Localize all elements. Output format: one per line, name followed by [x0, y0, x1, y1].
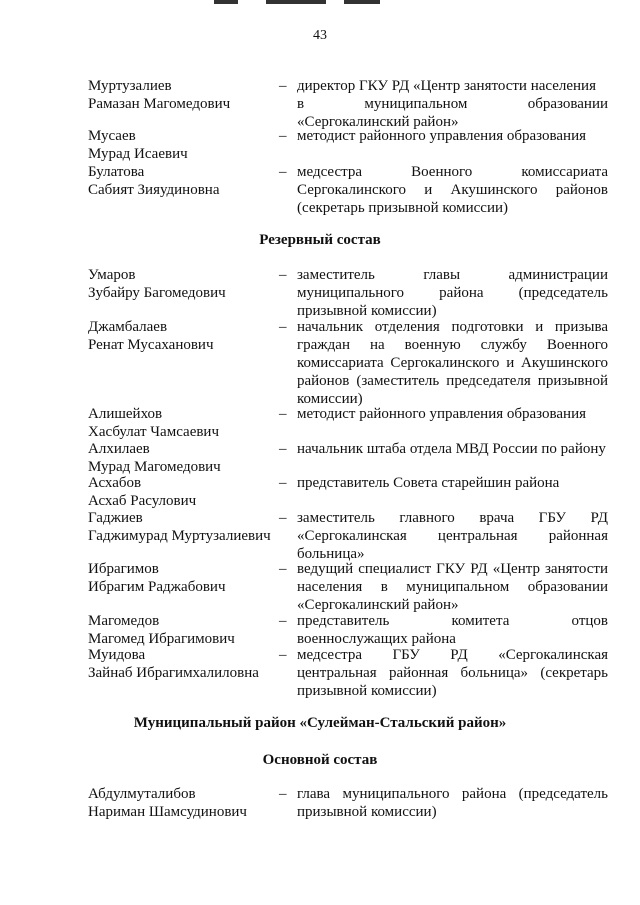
- scan-artifact: [344, 0, 380, 4]
- member-role: методист районного управления образования: [297, 406, 587, 422]
- member-name: Алишейхов Хасбулат Чамсаевич: [88, 406, 220, 440]
- member-role: заместитель главного врача ГБУ РД «Сергокалинская центральная районная больница»: [297, 510, 608, 562]
- dash: –: [279, 441, 287, 457]
- member-name: Гаджиев Гаджимурад Муртузалиевич: [88, 510, 271, 544]
- member-role: директор ГКУ РД «Центр занятости населения в муниципальном образовании «Сергокалинский район»: [297, 78, 608, 130]
- member-name: Муидова Зайнаб Ибрагимхалиловна: [88, 647, 259, 681]
- member-role: методист районного управления образования: [297, 128, 587, 144]
- dash: –: [279, 267, 287, 283]
- member-name: Ибрагимов Ибрагим Раджабович: [88, 561, 226, 595]
- member-role: начальник штаба отдела МВД России по району: [297, 441, 606, 457]
- member-role: ведущий специалист ГКУ РД «Центр занятости населения в муниципальном образовании «Сергокалинский район»: [297, 561, 608, 613]
- member-name: Муртузалиев Рамазан Магомедович: [88, 78, 231, 112]
- member-name: Джамбалаев Ренат Мусаханович: [88, 319, 214, 353]
- dash: –: [279, 561, 287, 577]
- member-role: заместитель главы администрации муниципального района (председатель призывной комиссии): [297, 267, 608, 319]
- page-number: 43: [313, 28, 327, 43]
- dash: –: [279, 786, 287, 802]
- dash: –: [279, 319, 287, 335]
- district-heading: Муниципальный район «Сулейман-Стальский район»: [133, 715, 507, 731]
- member-name: Асхабов Асхаб Расулович: [88, 475, 197, 509]
- scan-artifact: [214, 0, 238, 4]
- member-name: Магомедов Магомед Ибрагимович: [88, 613, 235, 647]
- dash: –: [279, 510, 287, 526]
- member-role: представитель комитета отцов военнослужащих района: [297, 613, 608, 647]
- dash: –: [279, 128, 287, 144]
- member-name: Булатова Сабият Зияудиновна: [88, 164, 220, 198]
- dash: –: [279, 647, 287, 663]
- member-name: Алхилаев Мурад Магомедович: [88, 441, 221, 475]
- member-role: медсестра ГБУ РД «Сергокалинская центральная районная больница» (секретарь призывной комиссии): [297, 647, 608, 699]
- member-role: начальник отделения подготовки и призыва граждан на военную службу Военного комиссариата Сергокалинского и Акушинского районов (заместитель председателя призывной комиссии): [297, 319, 608, 407]
- dash: –: [279, 613, 287, 629]
- member-name: Мусаев Мурад Исаевич: [88, 128, 188, 162]
- dash: –: [279, 475, 287, 491]
- member-name: Умаров Зубайру Багомедович: [88, 267, 226, 301]
- section-heading: Резервный состав: [259, 232, 381, 248]
- section-heading: Основной состав: [262, 752, 378, 768]
- dash: –: [279, 406, 287, 422]
- member-role: медсестра Военного комиссариата Сергокалинского и Акушинского районов (секретарь призывной комиссии): [297, 164, 608, 216]
- member-name: Абдулмуталибов Нариман Шамсудинович: [88, 786, 247, 820]
- member-role: представитель Совета старейшин района: [297, 475, 560, 491]
- member-role: глава муниципального района (председатель призывной комиссии): [297, 786, 608, 820]
- dash: –: [279, 164, 287, 180]
- scan-artifact: [266, 0, 326, 4]
- dash: –: [279, 78, 287, 94]
